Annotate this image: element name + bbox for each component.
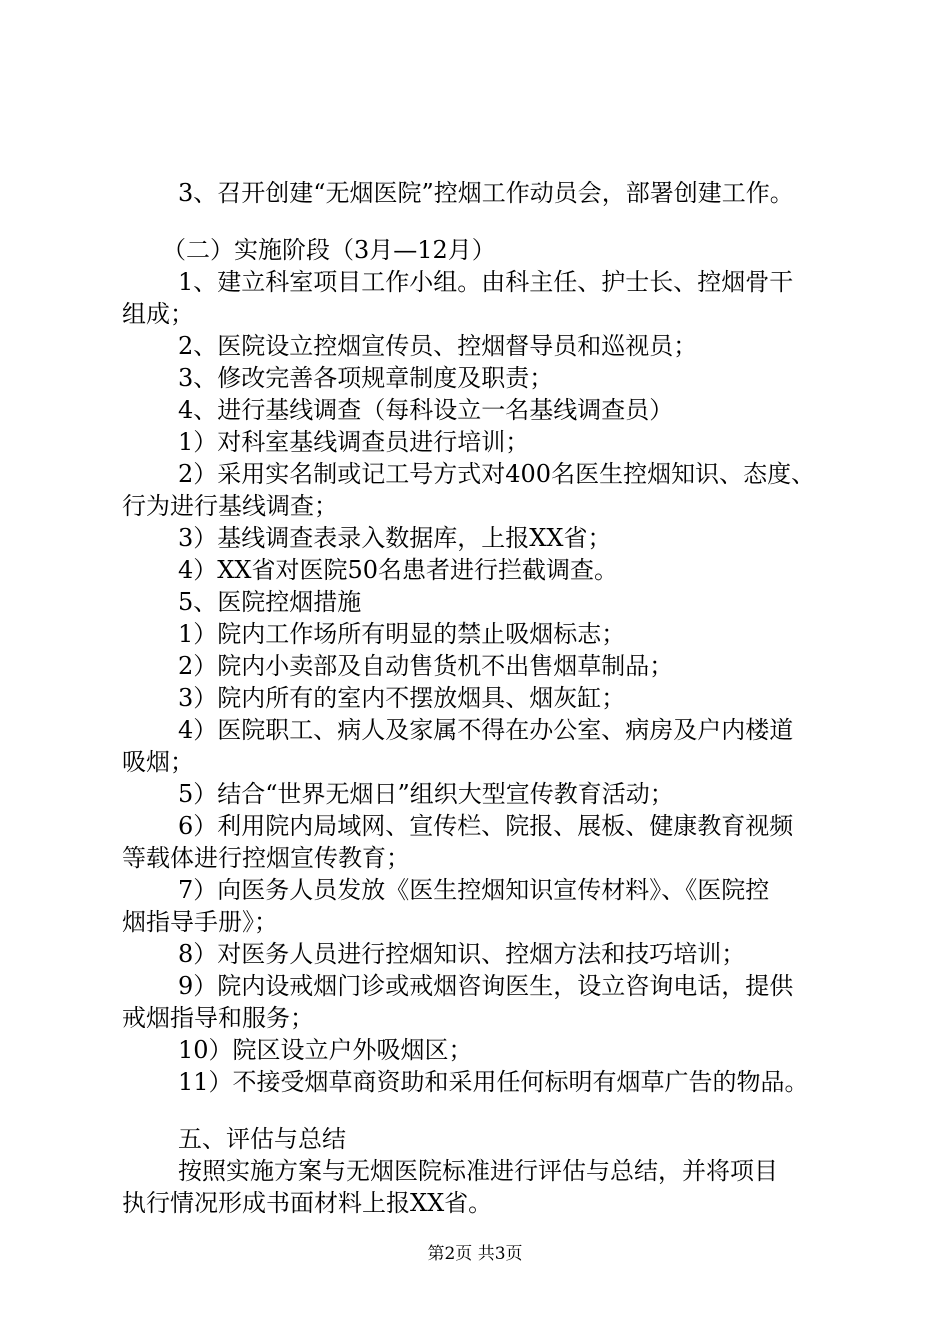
paragraph-line: 5）结合“世界无烟日”组织大型宣传教育活动； (178, 780, 674, 808)
paragraph-line: 吸烟； (122, 748, 194, 776)
paragraph-line: 3、修改完善各项规章制度及职责； (178, 364, 554, 392)
paragraph-line: 8）对医务人员进行控烟知识、控烟方法和技巧培训； (178, 940, 746, 968)
paragraph-line: 6）利用院内局域网、宣传栏、院报、展板、健康教育视频 (178, 812, 794, 840)
paragraph-line: 4）医院职工、病人及家属不得在办公室、病房及户内楼道 (178, 716, 794, 744)
paragraph-line: 2）采用实名制或记工号方式对400名医生控烟知识、态度、 (178, 460, 816, 488)
paragraph-line: 11）不接受烟草商资助和采用任何标明有烟草广告的物品。 (178, 1068, 809, 1096)
paragraph-line: 1）对科室基线调查员进行培训； (178, 428, 530, 456)
paragraph-line: 2）院内小卖部及自动售货机不出售烟草制品； (178, 652, 674, 680)
section-heading: 五、评估与总结 (178, 1125, 346, 1153)
paragraph-line: 2、医院设立控烟宣传员、控烟督导员和巡视员； (178, 332, 698, 360)
paragraph-line: 3）基线调查表录入数据库，上报XX省； (178, 524, 612, 552)
paragraph-line: 按照实施方案与无烟医院标准进行评估与总结，并将项目 (178, 1157, 778, 1185)
paragraph-line: 4、进行基线调查（每科设立一名基线调查员） (178, 396, 674, 424)
paragraph-line: 3、召开创建“无烟医院”控烟工作动员会，部署创建工作。 (178, 179, 794, 207)
paragraph-line: 1、建立科室项目工作小组。由科主任、护士长、控烟骨干 (178, 268, 794, 296)
paragraph-line: 烟指导手册》； (122, 908, 278, 936)
paragraph-line: 1）院内工作场所有明显的禁止吸烟标志； (178, 620, 626, 648)
section-heading: （二）实施阶段（3月—12月） (162, 236, 496, 264)
paragraph-line: 行为进行基线调查； (122, 492, 338, 520)
paragraph-line: 等载体进行控烟宣传教育； (122, 844, 410, 872)
paragraph-line: 组成； (122, 300, 194, 328)
paragraph-line: 9）院内设戒烟门诊或戒烟咨询医生，设立咨询电话，提供 (178, 972, 794, 1000)
paragraph-line: 7）向医务人员发放《医生控烟知识宣传材料》、《医院控 (178, 876, 770, 904)
paragraph-line: 10）院区设立户外吸烟区； (178, 1036, 473, 1064)
paragraph-line: 戒烟指导和服务； (122, 1004, 314, 1032)
paragraph-line: 4）XX省对医院50名患者进行拦截调查。 (178, 556, 618, 584)
paragraph-line: 执行情况形成书面材料上报XX省。 (122, 1189, 493, 1217)
page-number-footer: 第2页 共3页 (427, 1244, 523, 1264)
paragraph-line: 3）院内所有的室内不摆放烟具、烟灰缸； (178, 684, 626, 712)
paragraph-line: 5、医院控烟措施 (178, 588, 362, 616)
